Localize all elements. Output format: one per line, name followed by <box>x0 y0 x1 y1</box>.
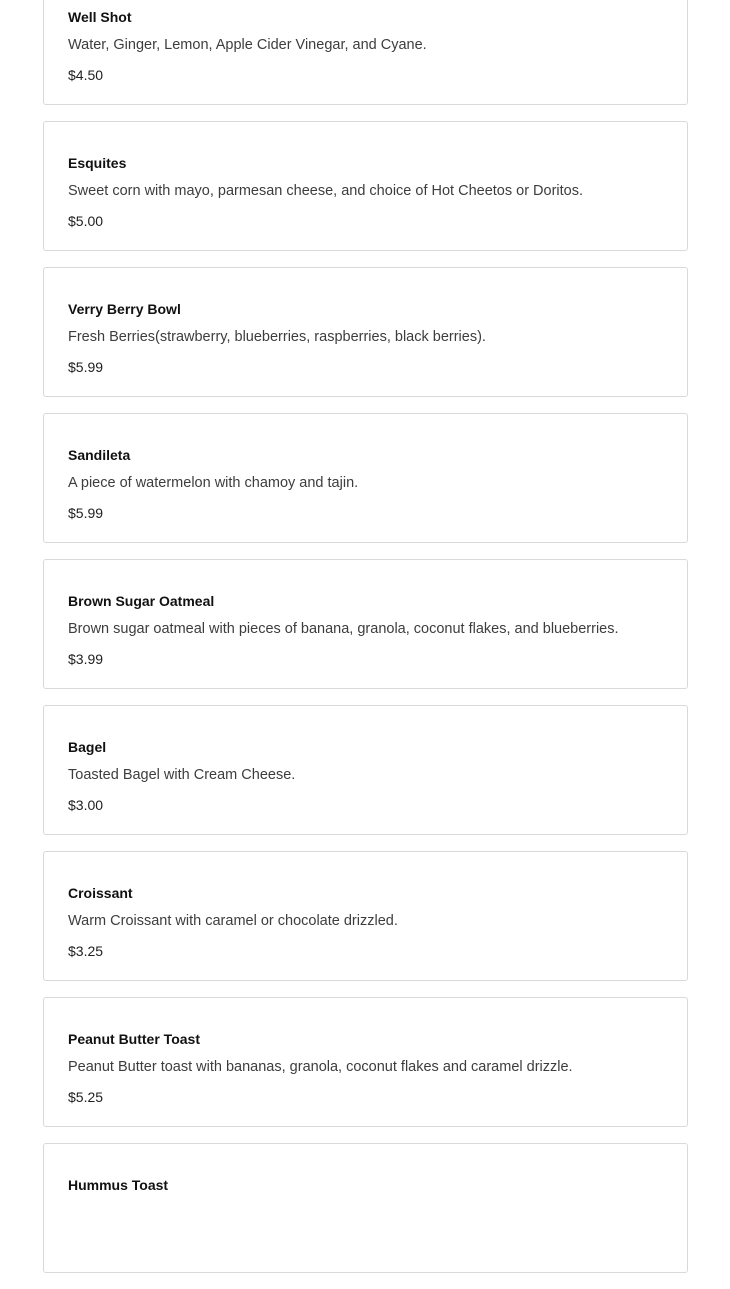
menu-item-card[interactable] <box>43 413 688 543</box>
menu-item-name: Peanut Butter Toast <box>68 1031 200 1047</box>
menu-item-list <box>43 0 688 1289</box>
menu-item-description: Sweet corn with mayo, parmesan cheese, and choice of Hot Cheetos or Doritos. <box>68 183 584 199</box>
menu-item-card[interactable] <box>43 705 688 835</box>
menu-item-price: $3.99 <box>68 651 104 667</box>
menu-item-card[interactable] <box>43 267 688 397</box>
menu-item-description: A piece of watermelon with chamoy and tajin. <box>68 475 359 491</box>
menu-item-card[interactable] <box>43 851 688 981</box>
menu-item-price: $5.99 <box>68 505 104 521</box>
menu-item-price: $5.25 <box>68 1089 104 1105</box>
menu-item-card[interactable] <box>43 121 688 251</box>
menu-item-price: $4.50 <box>68 67 104 83</box>
menu-item-price: $3.25 <box>68 943 104 959</box>
menu-item-description: Water, Ginger, Lemon, Apple Cider Vinegar, and Cyane. <box>68 37 427 53</box>
menu-item-description: Warm Croissant with caramel or chocolate drizzled. <box>68 913 398 929</box>
menu-item-card[interactable] <box>43 997 688 1127</box>
menu-item-name: Well Shot <box>68 9 132 25</box>
menu-item-name: Croissant <box>68 885 133 901</box>
menu-item-card[interactable] <box>43 559 688 689</box>
menu-item-name: Esquites <box>68 155 127 171</box>
menu-item-name: Brown Sugar Oatmeal <box>68 593 215 609</box>
menu-item-description: Toasted Bagel with Cream Cheese. <box>68 767 296 783</box>
menu-item-description: Fresh Berries(strawberry, blueberries, raspberries, black berries). <box>68 329 486 345</box>
menu-item-name: Sandileta <box>68 447 131 463</box>
menu-item-name: Verry Berry Bowl <box>68 301 181 317</box>
menu-item-price: $5.00 <box>68 213 104 229</box>
menu-item-price: $3.00 <box>68 797 104 813</box>
menu-item-description: Peanut Butter toast with bananas, granola, coconut flakes and caramel drizzle. <box>68 1059 573 1075</box>
menu-item-description: Brown sugar oatmeal with pieces of banana, granola, coconut flakes, and blueberries. <box>68 621 619 637</box>
menu-item-card[interactable] <box>43 1143 688 1273</box>
menu-item-card[interactable] <box>43 0 688 105</box>
menu-item-name: Bagel <box>68 739 107 755</box>
menu-item-name: Hummus Toast <box>68 1177 169 1193</box>
menu-item-price: $5.99 <box>68 359 104 375</box>
